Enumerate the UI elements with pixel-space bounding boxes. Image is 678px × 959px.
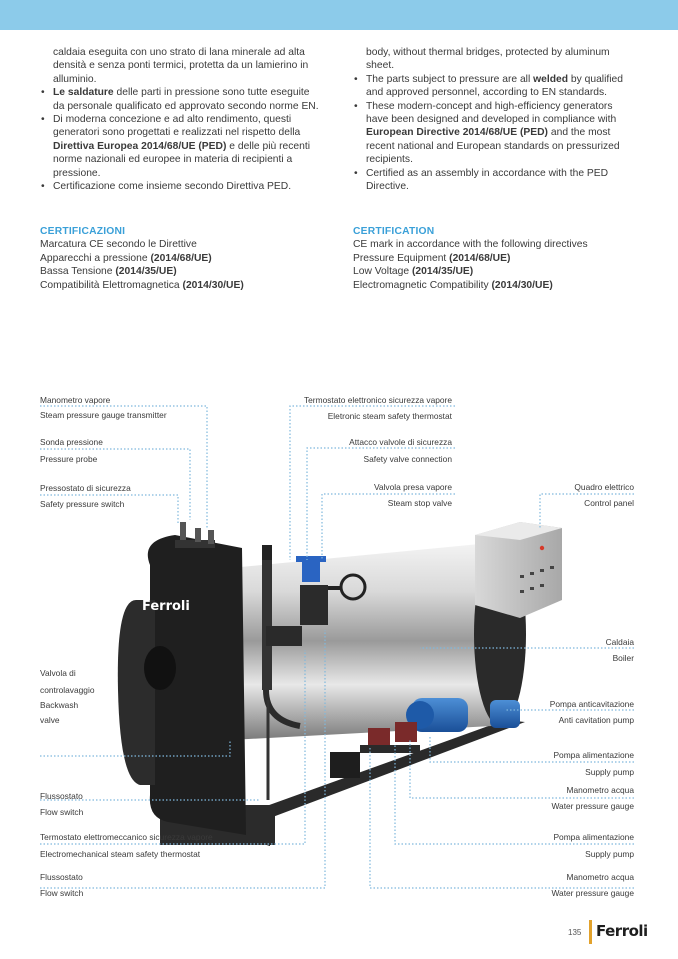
italian-description bbox=[40, 46, 320, 193]
footer-accent-bar bbox=[589, 920, 592, 944]
page-number: 135 bbox=[568, 928, 582, 937]
label-boiler-en: Boiler bbox=[612, 653, 634, 663]
label-safety-switch-en: Safety pressure switch bbox=[40, 499, 125, 509]
label-anticav-pump-en: Anti cavitation pump bbox=[558, 715, 634, 725]
label-safety-valve-it: Attacco valvole di sicurezza bbox=[349, 437, 452, 447]
top-color-bar bbox=[0, 0, 678, 30]
label-pressure-probe-it: Sonda pressione bbox=[40, 437, 103, 447]
label-electronic-thermostat-en: Eletronic steam safety thermostat bbox=[327, 411, 452, 421]
front-plate bbox=[118, 535, 246, 835]
bullet-it-2: • Di moderna concezione e ad alto rendimento, questi generatori sono progettati e realizzati nel rispetto della Direttiva Europea 2014/68/UE (PED) e delle più recenti norme nazionali ed europee in materia di recipienti a pressione. bbox=[40, 113, 320, 180]
label-mech-thermostat-it: Termostato elettromeccanico sicurezza vapore bbox=[40, 832, 213, 842]
cert-heading-it: CERTIFICAZIONI bbox=[40, 226, 126, 237]
intro-text-it: caldaia eseguita con uno strato di lana minerale ad alta densità e senza ponti termici, protetta da un lamierino in alluminio. bbox=[53, 47, 309, 85]
label-steam-stop-en: Steam stop valve bbox=[387, 498, 452, 508]
label-supply-pump-1-it: Pompa alimentazione bbox=[553, 750, 634, 760]
bullet-en-2: • These modern-concept and high-efficiency generators have been designed and developed in compliance with European Directive 2014/68/UE (PED) and the most recent national and European standards on pressurized recipients. bbox=[353, 100, 633, 167]
label-backwash-it-2: controlavaggio bbox=[40, 685, 95, 695]
bullet-it-3: • Certificazione come insieme secondo Direttiva PED. bbox=[40, 180, 320, 193]
certification-it: CERTIFICAZIONI Marcatura CE secondo le Direttive Apparecchi a pressione (2014/68/UE) Bassa Tensione (2014/35/UE) Compatibilità Elettromagnetica (2014/30/UE) bbox=[40, 225, 330, 292]
label-water-gauge-1-en: Water pressure gauge bbox=[551, 801, 634, 811]
bullet-en-1: • The parts subject to pressure are all welded by qualified and approved personnel, according to EN standards. bbox=[353, 73, 633, 100]
bullet-it-1: • Le saldature delle parti in pressione sono tutte eseguite da personale qualificato ed approvato secondo norme EN. bbox=[40, 86, 320, 113]
label-backwash-it-1: Valvola di bbox=[40, 668, 76, 678]
brand-logo: Ferroli bbox=[596, 922, 648, 940]
certification-en: CERTIFICATION CE mark in accordance with the following directives Pressure Equipment (2014/68/UE) Low Voltage (2014/35/UE) Electromagnetic Compatibility (2014/30/UE) bbox=[353, 225, 643, 292]
label-pressure-probe-en: Pressure probe bbox=[40, 454, 98, 464]
label-safety-switch-it: Pressostato di sicurezza bbox=[40, 483, 131, 493]
label-steam-stop-it: Valvola presa vapore bbox=[373, 482, 452, 492]
label-flow-switch-1-it: Flussostato bbox=[40, 791, 83, 801]
label-supply-pump-2-it: Pompa alimentazione bbox=[553, 832, 634, 842]
label-backwash-en-1: Backwash bbox=[40, 700, 79, 710]
label-safety-valve-en: Safety valve connection bbox=[363, 454, 452, 464]
label-supply-pump-2-en: Supply pump bbox=[585, 849, 634, 859]
boiler-illustration bbox=[0, 380, 678, 900]
label-flow-switch-2-en: Flow switch bbox=[40, 888, 84, 898]
label-water-gauge-1-it: Manometro acqua bbox=[566, 785, 634, 795]
control-panel-box bbox=[475, 522, 562, 618]
label-mech-thermostat-en: Electromechanical steam safety thermostat bbox=[40, 849, 201, 859]
boiler-logo: Ferroli bbox=[142, 599, 190, 614]
label-boiler-it: Caldaia bbox=[605, 637, 634, 647]
cert-heading-en: CERTIFICATION bbox=[353, 226, 435, 237]
label-electronic-thermostat-it: Termostato elettronico sicurezza vapore bbox=[303, 395, 452, 405]
label-backwash-en-2: valve bbox=[40, 715, 60, 725]
intro-text-en: body, without thermal bridges, protected by aluminum sheet. bbox=[366, 47, 610, 72]
label-anticav-pump-it: Pompa anticavitazione bbox=[549, 699, 634, 709]
label-control-panel-it: Quadro elettrico bbox=[574, 482, 634, 492]
label-steam-gauge-it: Manometro vapore bbox=[40, 395, 111, 405]
english-description bbox=[353, 46, 633, 193]
bullet-en-3: • Certified as an assembly in accordance with the PED Directive. bbox=[353, 167, 633, 194]
label-flow-switch-2-it: Flussostato bbox=[40, 872, 83, 882]
label-flow-switch-1-en: Flow switch bbox=[40, 807, 84, 817]
label-water-gauge-2-en: Water pressure gauge bbox=[551, 888, 634, 898]
label-control-panel-en: Control panel bbox=[584, 498, 634, 508]
label-supply-pump-1-en: Supply pump bbox=[585, 767, 634, 777]
label-water-gauge-2-it: Manometro acqua bbox=[566, 872, 634, 882]
label-steam-gauge-en: Steam pressure gauge transmitter bbox=[40, 410, 167, 420]
